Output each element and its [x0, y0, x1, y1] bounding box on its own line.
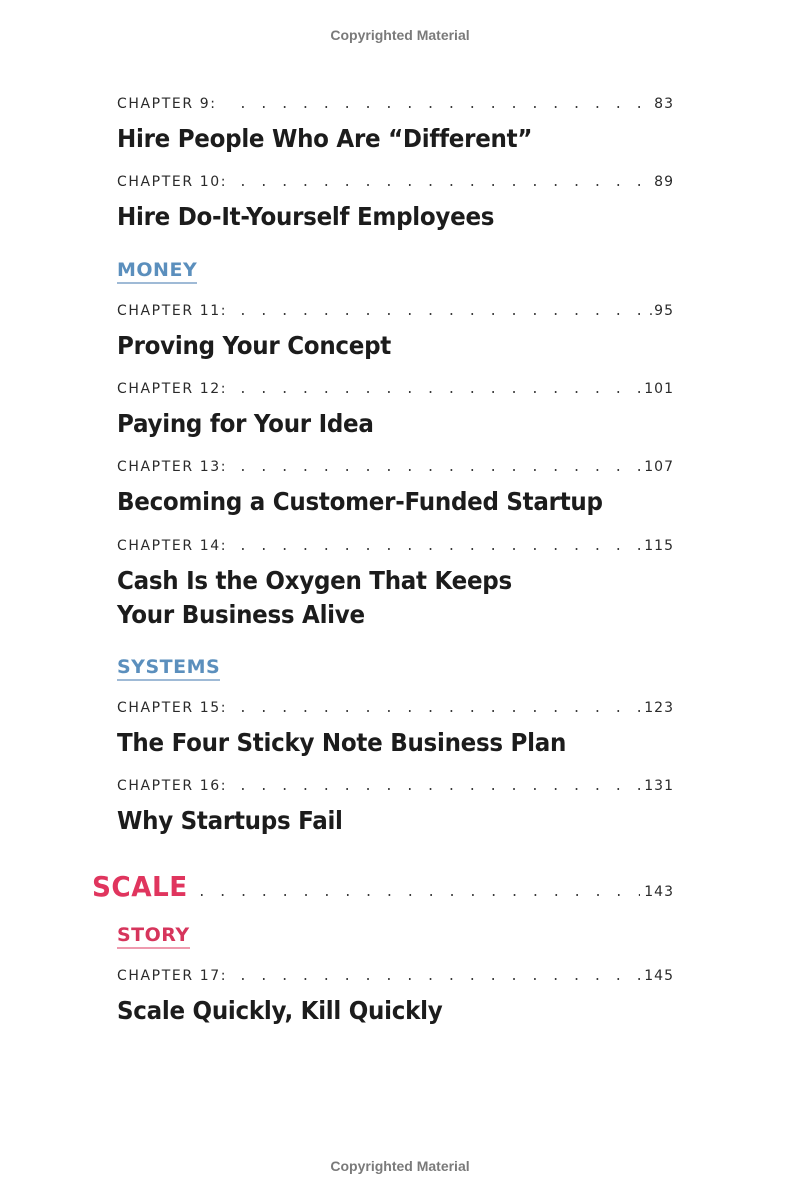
- dot-leader: [239, 970, 640, 983]
- chapter-title: Why Startups Fail: [117, 806, 343, 835]
- dot-leader: [239, 98, 650, 111]
- toc-entry-chapter-13[interactable]: [117, 459, 674, 475]
- chapter-title: Hire People Who Are “Different”: [117, 124, 533, 153]
- page-number: 83: [654, 96, 674, 112]
- section-heading-money: MONEY: [117, 259, 197, 284]
- page-number: .95: [648, 303, 674, 319]
- page-number: 131: [644, 778, 674, 794]
- toc-entry-chapter-12[interactable]: [117, 381, 674, 397]
- chapter-label: CHAPTER 14:: [117, 538, 228, 554]
- copyright-watermark-top: Copyrighted Material: [330, 27, 470, 43]
- dot-leader: [239, 176, 650, 189]
- chapter-title: Proving Your Concept: [117, 331, 392, 360]
- toc-entry-chapter-9[interactable]: [117, 96, 674, 112]
- toc-entry-chapter-15[interactable]: [117, 700, 674, 716]
- toc-entry-chapter-11[interactable]: [117, 303, 674, 319]
- chapter-title: Hire Do-It-Yourself Employees: [117, 202, 495, 231]
- toc-entry-chapter-10[interactable]: [117, 174, 674, 190]
- chapter-title-line-1: Cash Is the Oxygen That Keeps: [117, 566, 512, 595]
- page-number: 101: [644, 381, 674, 397]
- dot-leader: [239, 461, 640, 474]
- dot-leader: [239, 383, 640, 396]
- dot-leader: [239, 702, 640, 715]
- chapter-label: CHAPTER 11:: [117, 303, 228, 319]
- chapter-title-line-2: Your Business Alive: [117, 600, 365, 629]
- page-number: 115: [644, 538, 674, 554]
- chapter-label: CHAPTER 13:: [117, 459, 228, 475]
- toc-entry-chapter-14[interactable]: [117, 538, 674, 554]
- chapter-title: Becoming a Customer-Funded Startup: [117, 487, 603, 516]
- page-number: 143: [644, 884, 674, 900]
- chapter-title: Paying for Your Idea: [117, 409, 374, 438]
- page-number: 145: [644, 968, 674, 984]
- page-number: 89: [654, 174, 674, 190]
- toc-entry-chapter-16[interactable]: [117, 778, 674, 794]
- chapter-label: CHAPTER 12:: [117, 381, 228, 397]
- section-heading-story: STORY: [117, 924, 190, 949]
- page-number: 123: [644, 700, 674, 716]
- chapter-title: Scale Quickly, Kill Quickly: [117, 996, 443, 1025]
- part-heading: SCALE: [92, 870, 188, 903]
- chapter-label: CHAPTER 15:: [117, 700, 228, 716]
- chapter-label: CHAPTER 17:: [117, 968, 228, 984]
- chapter-label: CHAPTER 10:: [117, 174, 228, 190]
- page-number: 107: [644, 459, 674, 475]
- section-heading-systems: SYSTEMS: [117, 656, 220, 681]
- dot-leader: [239, 540, 640, 553]
- chapter-title: The Four Sticky Note Business Plan: [117, 728, 567, 757]
- dot-leader: [239, 305, 645, 318]
- toc-entry-part-scale[interactable]: [92, 870, 674, 903]
- dot-leader: [239, 780, 640, 793]
- toc-entry-chapter-17[interactable]: [117, 968, 674, 984]
- copyright-watermark-bottom: Copyrighted Material: [330, 1158, 470, 1174]
- chapter-label: CHAPTER 16:: [117, 778, 228, 794]
- chapter-label: CHAPTER 9:: [117, 96, 217, 112]
- dot-leader: [198, 886, 640, 899]
